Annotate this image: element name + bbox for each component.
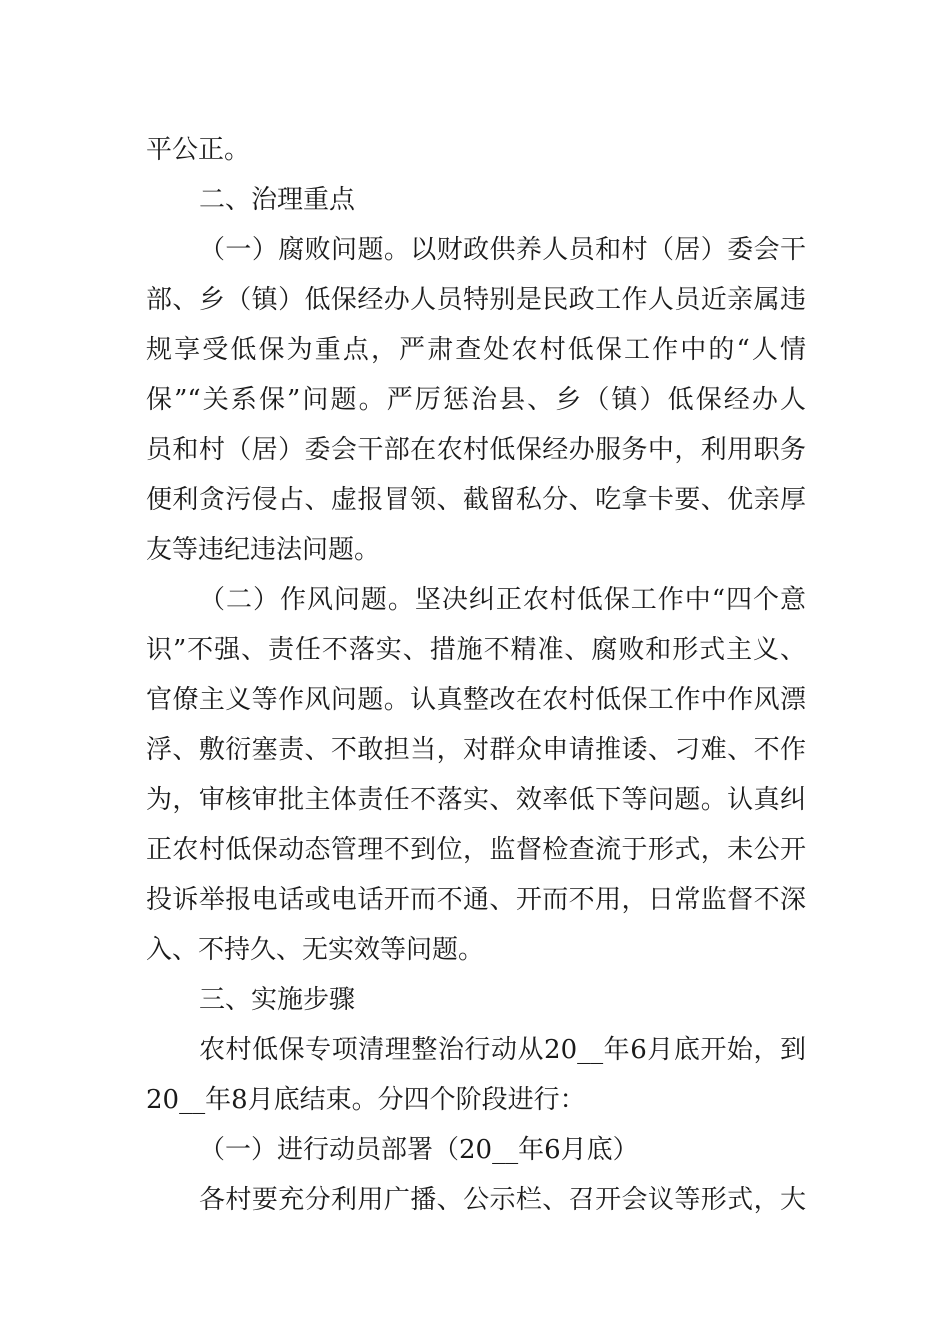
section-heading: 二、治理重点 [199, 185, 356, 215]
paragraph-line: 20__年8月底结束。分四个阶段进行： [146, 1085, 586, 1115]
paragraph-line: 平公正。 [146, 135, 251, 165]
paragraph-line: 为，审核审批主体责任不落实、效率低下等问题。认真纠 [146, 785, 806, 815]
paragraph-line: 便利贪污侵占、虚报冒领、截留私分、吃拿卡要、优亲厚 [146, 485, 806, 515]
paragraph-line: 识”不强、责任不落实、措施不精准、腐败和形式主义、 [146, 635, 806, 665]
paragraph-line: 农村低保专项清理整治行动从20__年6月底开始，到 [199, 1035, 806, 1065]
section-heading: 三、实施步骤 [199, 985, 356, 1015]
paragraph-line: 投诉举报电话或电话开而不通、开而不用，日常监督不深 [146, 885, 806, 915]
paragraph-line: 官僚主义等作风问题。认真整改在农村低保工作中作风漂 [146, 685, 806, 715]
paragraph-line: 各村要充分利用广播、公示栏、召开会议等形式，大 [199, 1185, 806, 1215]
paragraph-line: 规享受低保为重点，严肃查处农村低保工作中的“人情 [146, 335, 806, 365]
paragraph-line: 员和村（居）委会干部在农村低保经办服务中，利用职务 [146, 435, 806, 465]
paragraph-line: 浮、敷衍塞责、不敢担当，对群众申请推诿、刁难、不作 [146, 735, 806, 765]
paragraph-line: （二）作风问题。坚决纠正农村低保工作中“四个意 [199, 585, 806, 615]
paragraph-line: 正农村低保动态管理不到位，监督检查流于形式，未公开 [146, 835, 806, 865]
paragraph-line: 部、乡（镇）低保经办人员特别是民政工作人员近亲属违 [146, 285, 806, 315]
paragraph-line: 入、不持久、无实效等问题。 [146, 935, 485, 965]
paragraph-line: 友等违纪违法问题。 [146, 535, 381, 565]
paragraph-line: （一）腐败问题。以财政供养人员和村（居）委会干 [199, 235, 806, 265]
paragraph-line: 保”“关系保”问题。严厉惩治县、乡（镇）低保经办人 [146, 385, 806, 415]
subsection-heading: （一）进行动员部署（20__年6月底） [199, 1135, 639, 1165]
